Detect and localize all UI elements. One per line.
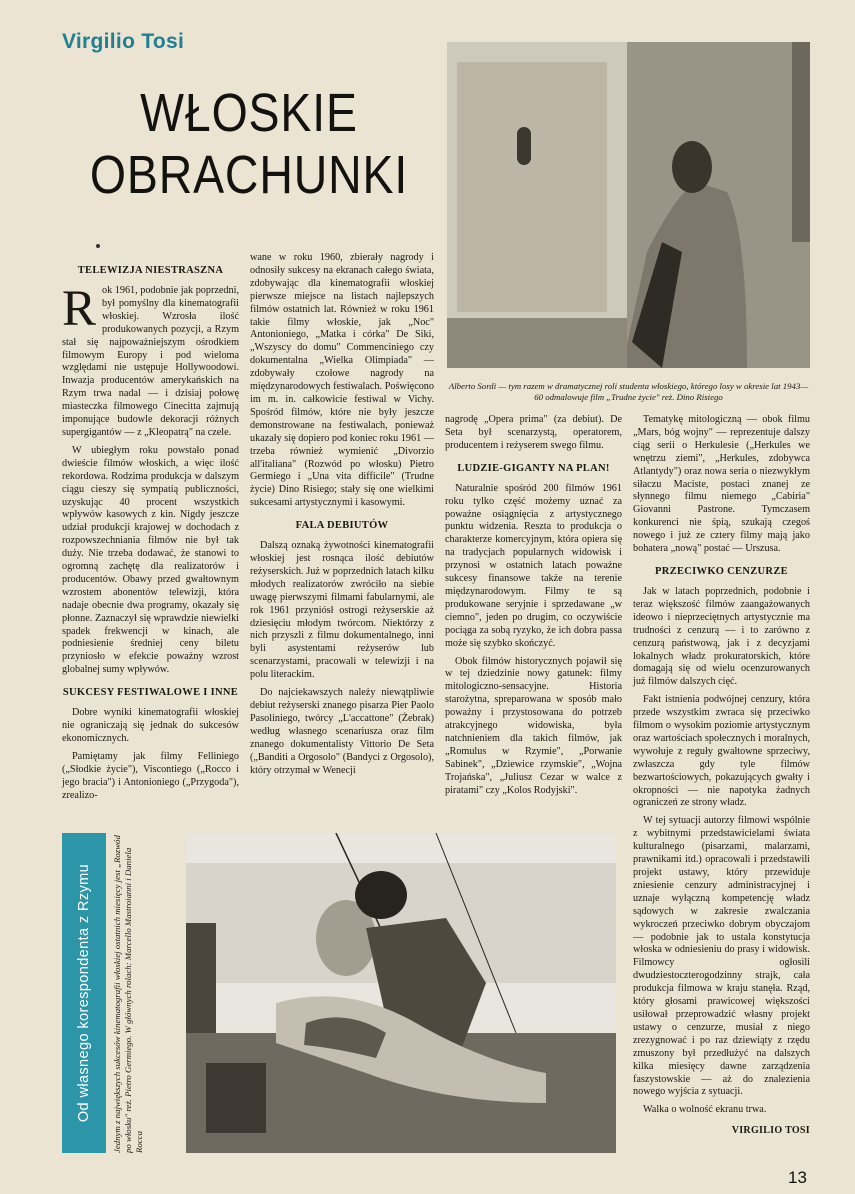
section-heading-cenzura: PRZECIWKO CENZURZE [655,565,788,577]
page-number: 13 [788,1168,807,1187]
signature: VIRGILIO TOSI [731,1125,810,1137]
paragraph: W tej sytuacji autorzy filmowi wspólnie z wybitnymi przedstawicielami świata kulturalnego (pisarzami, malarzami, prawnikami itd.) opracowali i przedstawili projekt ustawy, który przewiduje zniesienie cenzury administracyjnej i uznaje wyłączną kompetencję władz sądowych w zakresie zwalczania wykroczeń przeciwko dobrym obyczajom — podobnie jak to ustala konstytucja włoska w odniesieniu do prasy i widowisk. Filmowcy ogłosili dwudziestoczterogodzinny strajk, cała produkcja filmowa w kraju stanęła. Rząd, który głosami prawicowej większości usiłował przeprowadzić własny projekt ustawy o cenzurze, musiał z niego zrezygnować i po raz dziewiąty z rzędu zmuszony był przedłużyć na dalszych kilka miesięcy dawne zarządzenia faszystowskie — aż do znalezienia nowego wyjścia z sytuacji. [633,815,810,1098]
column-1 [62,255,239,808]
paragraph: nagrodę „Opera prima" (za debiut). De Seta był scenarzystą, operatorem, producentem i reżyserem swego filmu. [445,414,622,451]
title-line-2: OBRACHUNKI [89,145,409,205]
paragraph: W ubiegłym roku powstało ponad dwieście filmów włoskich, a więc ilość rekordowa. Rodzima produkcja w dalszym ciągu cieszy się sympatią publiczności, uzyskując 40 procent wszystkich wpływów kasowych z kin. Nigdy jeszcze udział produkcji krajowej w dochodach z rozpowszechniania filmów nie był tak duży. Nie trzeba dodawać, że stanowi to ogromną zachętę dla realizatorów i producentów. Obawy przed gwałtownym wzrostem abonentów telewizji, która nadaje obecnie dwa programy, okazały się płonne. Zaznaczył się wprawdzie niewielki spadek frekwencji w kinach, ale podniesienie średniej ceny biletu przyniosło w efekcie poważny wzrost globalnej sumy wpływów. [62,444,239,676]
photo-alberto-sordi [447,42,810,368]
article-title [60,82,438,206]
correspondent-band [62,833,106,1153]
title-line-1: WŁOSKIE [140,83,358,143]
column-3 [445,414,622,802]
paragraph: Dalszą oznaką żywotności kinematografii włoskiej jest rosnąca ilość debiutów reżyserskich. Już w poprzednich latach kilku młodych realizatorów zwróciło na siebie uwagę pierwszymi filmami fabularnymi, ale rok 1961 przyniósł ostrogi reżyserskie aż dziesięciu młodym twórcom. Niektórzy z nich przyszli z filmu dokumentalnego, inni byli asystentami reżyserów lub scenarzystami, pracowali w telewizji i na polu literackim. [250,540,434,681]
section-heading-ludzie: LUDZIE-GIGANTY NA PLAN! [457,462,610,474]
paragraph: Pamiętamy jak filmy Felliniego („Słodkie życie"), Viscontiego („Rocco i jego bracia") i Antonioniego („Przygoda"), zrealizo- [62,750,239,801]
author-name: Virgilio Tosi [62,30,185,53]
section-heading-sukcesy: SUKCESY FESTIWALOWE I INNE [62,687,239,699]
paragraph: Obok filmów historycznych pojawił się w tej dziedzinie nowy gatunek: filmy mitologiczno-sensacyjne. Historia starożytna, spreparowana w sposób mało poważny i przystosowana do potrzeb atrakcyjnego widowiska, była natchnieniem dla takich filmów, jak „Romulus w Rzymie", „Porwanie Sabinek", „Dziewice rzymskie", „Wojna Trojańska", „Juliusz Cezar w walce z piratami" czy „Kolos Rodyjski". [445,655,622,796]
paragraph: Walka o wolność ekranu trwa. [643,1104,767,1116]
column-2 [250,252,434,782]
paragraph [62,281,239,440]
paragraph: Fakt istnienia podwójnej cenzury, która przede wszystkim zwraca się przeciwko filmom o wysokim poziomie artystycznym oraz wartościach społecznych i moralnych, wywołuje z reguły gwałtowne sprzeciwy, zwłaszcza gdy tyle filmów bezwartościowych, pokazujących gwałty i okropności — nie napotyka żadnych ograniczeń ze strony władz. [633,694,810,809]
paragraph: Do najciekawszych należy niewątpliwie debiut reżyserski znanego pisarza Pier Paolo Pasoliniego, twórcy „L'accattone" (Żebrak) według własnego scenariusza oraz film znanego dokumentalisty Vittorio De Seta („Banditi a Orgosolo" (Bandyci z Orgosolo), który otrzymał w Wenecji [250,687,434,776]
paragraph: Naturalnie spośród 200 filmów 1961 roku tylko część możemy uznać za poważne osiągnięcia z artystycznego punktu widzenia. Reszta to produkcja o charakterze komercyjnym, która opiera się na tradycjach popularnych widowisk i przynosi w ostatnich latach poważne sukcesy finansowe także na terenie międzynarodowym. Filmy te są produkowane seryjnie i sprzedawane „w ciemno", jeden po drugim, co oczywiście pociąga za sobą ryzyko, że ich dobra passa może się szybko skończyć. [445,482,622,649]
photo-divorce-italian-style [186,833,616,1153]
paragraph: wane w roku 1960, zbierały nagrody i odnosiły sukcesy na ekranach całego świata, zdobywając dla kinematografii włoskiej pierwsze miejsce na listach najlepszych filmów ostatnich lat. Również w roku 1961 takie filmy włoskie, jak „Noc" Antonioniego, „Matka i córka" De Siki, „Wszyscy do domu" Commenciniego czy dokumentalna „Wielka Olimpiada" — zdobywały czołowe nagrody na międzynarodowych festiwalach. Poświęcono im m. in. całkowicie festiwal w Vichy. Spośród filmów, które nie były jeszcze demonstrowane na festiwalach, ponieważ ukazały się dopiero pod koniec roku 1961 — trzeba również wymienić „Divorzio all'italiana" (Rozwód po włosku) Pietro Germiego i „Una vita difficile" (Trudne życie) Dino Risiego; stały się one wielkimi sukcesami artystycznymi i kasowymi. [250,252,434,509]
photo-caption-2: Jednym z największych sukcesów kinematografii włoskiej ostatnich miesięcy jest „Rozwód po włosku" reż. Pietro Germiego. W głównych rolach: Marcello Mastroianni i Daniela Rocca [112,835,144,1153]
paragraph: Jak w latach poprzednich, podobnie i teraz większość filmów zaangażowanych ideowo i nieprzeciętnych artystycznie ma trudności z cenzurą — i to zarówno z cenzurą państwową, jak i z decyzjami lokalnych władz prokuratorskich, które domagają się od wielu ocenzurowanych już filmów dalszych cięć. [633,585,810,688]
photo-caption-2-wrap [112,833,182,1153]
section-heading-fala: FALA DEBIUTÓW [295,520,389,532]
paragraph: Tematykę mitologiczną — obok filmu „Mars, bóg wojny" — reprezentuje dalszy ciąg serii o Herkulesie („Herkules we wnętrzu ziemi", „Herkules, zdobywca Atlantydy") oraz nowa seria o niezwykłym siłaczu Maciste, postaci znanej ze słynnego filmu niemego „Cabiria" Giovanni Pastrone. Tymczasem konkurenci nie śpią, szukają czegoś nowego i już ze cztery filmy mają jako bohatera „nową" postać — Urszusa. [633,414,810,555]
ornament-dot [96,244,100,248]
paragraph: Dobre wyniki kinematografii włoskiej nie ograniczają się jednak do sukcesów ekonomicznych. [62,707,239,744]
column-4 [633,414,810,1138]
photo-divorce-drawing [186,833,616,1153]
photo-caption-1: Alberto Sordi — tym razem w dramatycznej roli studenta włoskiego, którego losy w okresie lat 1943—60 odmalowuje film „Trudne życie" reż. Dino Risiego [448,381,809,402]
drop-cap: R [62,281,97,337]
section-heading-telewizja: TELEWIZJA NIESTRASZNA [77,265,224,276]
correspondent-band-text: Od własnego korespondenta z Rzymu [76,863,93,1123]
paragraph-text: ok 1961, podobnie jak poprzedni, był pomyślny dla kinematografii włoskiej. Wzrosła ilość produkowanych pozycji, a Rzym stał się najpoważniejszym ośrodkiem filmowym Europy i pod wieloma względami nie ustępuje Hollywoodowi. Inwazja producentów amerykańskich na Rzym trwa nadal — i dzisiaj połowę miasteczka filmowego Cinecitta zajmują imponujące budowle dekoracji różnych supergigantów — z „Kleopatrą" na czele. [62,285,239,438]
photo-alberto-sordi-drawing [447,42,810,368]
